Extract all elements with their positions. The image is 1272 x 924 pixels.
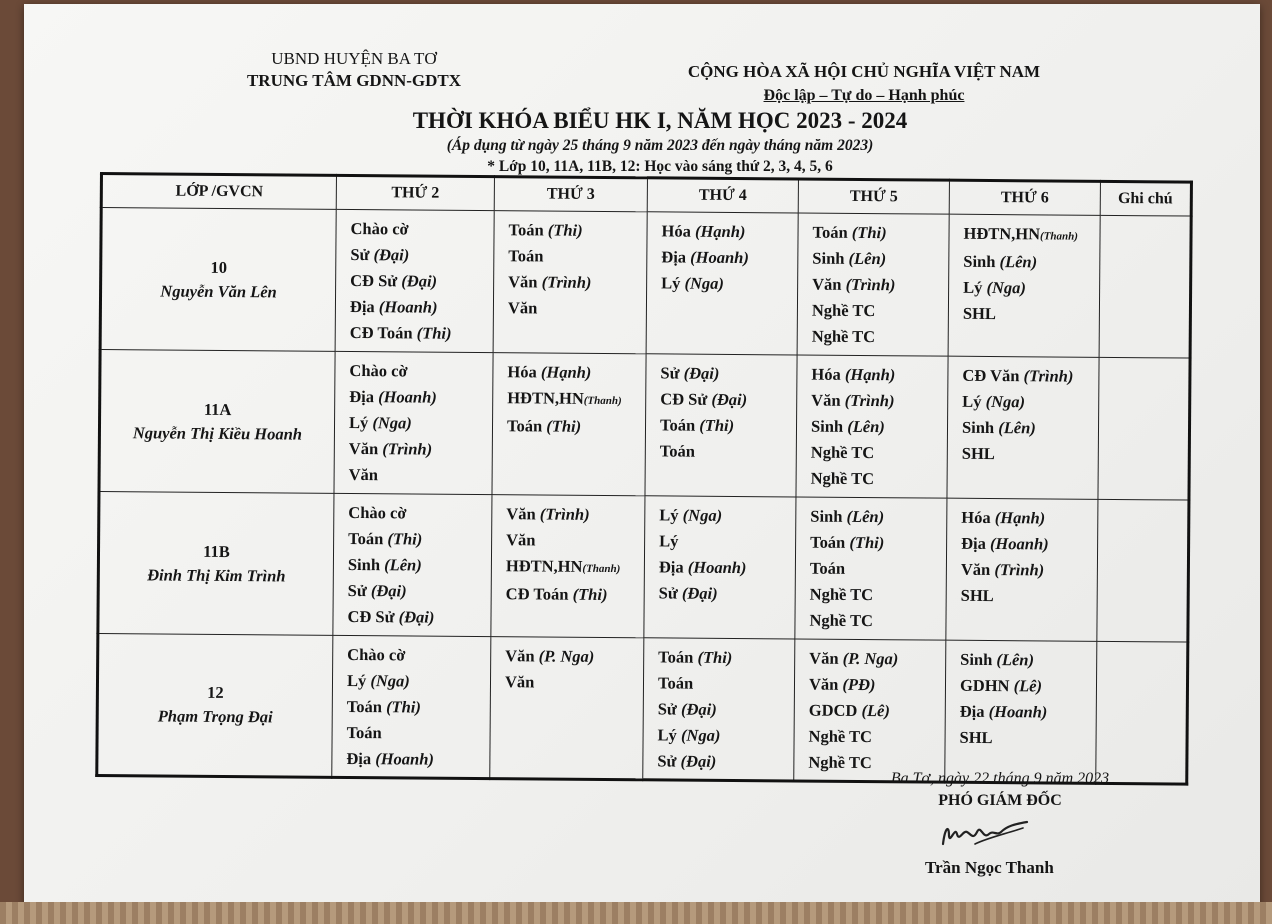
- subject: CĐ Toán: [349, 322, 417, 343]
- lesson-entry: [506, 501, 636, 528]
- signer-position: PHÓ GIÁM ĐỐC: [938, 792, 1062, 809]
- national-motto: [634, 60, 1094, 108]
- header-thursday: THỨ 5: [798, 179, 949, 214]
- subject-teacher: (Nga): [370, 671, 410, 691]
- subject-teacher: (Đại): [681, 583, 718, 603]
- lesson-entry: [658, 696, 786, 723]
- subject: Toán: [508, 220, 548, 240]
- note-cell: [1096, 641, 1188, 784]
- subject: Lý: [659, 531, 679, 551]
- subject-teacher: (Lên): [999, 252, 1038, 272]
- lesson-entry: [811, 440, 939, 467]
- subject-teacher: (Thi): [849, 532, 885, 553]
- subject: Sinh: [963, 251, 1000, 272]
- lesson-entry: [962, 389, 1090, 416]
- lesson-entry: [962, 441, 1090, 468]
- subject: Văn: [506, 530, 536, 550]
- homeroom-teacher: Nguyễn Văn Lên: [160, 280, 277, 301]
- day-cell: [797, 213, 949, 356]
- subject: Lý: [346, 670, 371, 691]
- lesson-entry: [507, 413, 637, 440]
- subject: SHL: [961, 443, 995, 464]
- subject: Sinh: [812, 248, 849, 268]
- lesson-entry: [507, 359, 637, 386]
- lesson-entry: [963, 301, 1091, 328]
- class-row: [97, 633, 1188, 784]
- day-cell: [794, 639, 946, 782]
- day-cell: [493, 211, 647, 354]
- subject: Nghề TC: [811, 300, 876, 321]
- subject: CĐ Văn: [962, 365, 1024, 386]
- day-cell: [946, 498, 1098, 641]
- subject-teacher: (Trình): [1023, 366, 1074, 386]
- subject: Địa: [661, 247, 691, 267]
- day-cell: [644, 496, 796, 639]
- lesson-entry: [506, 527, 636, 554]
- lesson-entry: [657, 748, 785, 775]
- subject-teacher: (Nga): [682, 505, 723, 525]
- subject: CĐ Sử: [350, 270, 402, 291]
- lesson-entry: [960, 673, 1088, 700]
- country-name: CỘNG HÒA XÃ HỘI CHỦ NGHĨA VIỆT NAM: [687, 62, 1041, 81]
- subject: Địa: [349, 386, 379, 407]
- subject-teacher: (Nga): [372, 413, 412, 433]
- lesson-entry: [809, 672, 937, 699]
- subject: CĐ Sử: [660, 389, 712, 409]
- lesson-entry: [810, 504, 938, 531]
- lesson-entry: [659, 554, 787, 581]
- subject-teacher: (P. Nga): [538, 646, 595, 666]
- lesson-entry: [811, 362, 939, 389]
- lesson-entry: [961, 583, 1089, 610]
- day-cell: [492, 353, 646, 496]
- document-subtitle: (Áp dụng từ ngày 25 tháng 9 năm 2023 đến ngày tháng năm 2023): [446, 137, 874, 154]
- lesson-entry: [660, 360, 788, 387]
- lesson-entry: [962, 415, 1090, 442]
- subject: Toán: [346, 696, 387, 717]
- subject: Địa: [658, 557, 688, 577]
- subject: Sử: [658, 583, 682, 603]
- lesson-entry: [349, 462, 484, 489]
- lesson-entry: [811, 414, 939, 441]
- lesson-entry: [961, 531, 1089, 558]
- lesson-entry: [348, 552, 483, 579]
- lesson-entry: [505, 669, 635, 696]
- class-cell: [98, 492, 334, 636]
- lesson-entry: [660, 386, 788, 413]
- subject: Toán: [659, 441, 696, 461]
- subject-teacher: (Thi): [699, 415, 735, 435]
- subject: Hóa: [811, 364, 845, 384]
- agency-name: TRUNG TÂM GDNN-GDTX: [246, 71, 462, 90]
- lesson-entry: [659, 580, 787, 607]
- class-row: [99, 350, 1190, 501]
- subject-teacher: (Đại): [370, 581, 407, 601]
- subject: Sử: [657, 751, 681, 771]
- lesson-entry: [809, 698, 937, 725]
- lesson-entry: [350, 268, 485, 295]
- lesson-entry: [507, 385, 637, 414]
- subject: GDHN: [959, 675, 1014, 696]
- subject: SHL: [962, 303, 997, 324]
- lesson-entry: [506, 553, 636, 582]
- subject: Lý: [661, 273, 685, 293]
- subject-teacher: (Thi): [416, 323, 452, 343]
- lesson-entry: [350, 294, 485, 321]
- subject: Sinh: [810, 506, 847, 526]
- motto: Độc lập – Tự do – Hạnh phúc: [763, 87, 965, 104]
- lesson-entry: [811, 466, 939, 493]
- note-cell: [1097, 499, 1189, 642]
- subject: Toán: [508, 246, 544, 266]
- subject: Toán: [506, 416, 547, 436]
- lesson-entry: [812, 246, 940, 273]
- lesson-entry: [959, 725, 1087, 752]
- lesson-entry: [349, 384, 484, 411]
- lesson-entry: [350, 242, 485, 269]
- lesson-entry: [508, 295, 638, 322]
- lesson-entry: [809, 608, 937, 635]
- subject-teacher: (Thanh): [583, 394, 622, 408]
- header-friday: THỨ 6: [949, 180, 1100, 215]
- subject: Chào cờ: [347, 644, 406, 665]
- subject: Toán: [348, 528, 388, 549]
- signature-block: [850, 770, 1150, 810]
- day-cell: [333, 493, 492, 636]
- lesson-entry: [347, 694, 482, 721]
- subject: Văn: [508, 272, 542, 292]
- class-name: 12: [207, 682, 224, 702]
- lesson-entry: [810, 530, 938, 557]
- lesson-entry: [812, 324, 940, 351]
- header-monday: THỨ 2: [336, 175, 494, 210]
- homeroom-teacher: Phạm Trọng Đại: [157, 706, 273, 727]
- subject: Toán: [658, 647, 698, 667]
- lesson-entry: [349, 358, 484, 385]
- subject: HĐTN,HN: [505, 556, 583, 576]
- lesson-entry: [658, 670, 786, 697]
- subject: Nghề TC: [810, 468, 875, 489]
- subject-teacher: (Trình): [994, 560, 1045, 580]
- lesson-entry: [660, 412, 788, 439]
- subject: Địa: [961, 533, 991, 554]
- lesson-entry: [347, 604, 482, 631]
- note-cell: [1099, 215, 1191, 358]
- day-cell: [332, 635, 491, 778]
- day-cell: [491, 495, 645, 638]
- subject: Toán: [346, 722, 382, 743]
- subject-teacher: (Hoanh): [988, 701, 1048, 722]
- lesson-entry: [812, 298, 940, 325]
- subject: Văn: [960, 559, 995, 580]
- subject: Chào cờ: [348, 502, 407, 523]
- subject: Văn: [348, 438, 383, 459]
- day-cell: [646, 212, 798, 355]
- lesson-entry: [961, 505, 1089, 532]
- class-cell: [99, 350, 335, 494]
- subject-teacher: (Hạnh): [844, 364, 896, 385]
- subject-teacher: (Lê): [861, 700, 890, 721]
- lesson-entry: [810, 556, 938, 583]
- subject-teacher: (Đại): [683, 363, 720, 383]
- lesson-entry: [350, 320, 485, 347]
- lesson-entry: [348, 578, 483, 605]
- lesson-entry: [812, 272, 940, 299]
- subject-teacher: (Hoanh): [375, 749, 435, 769]
- subject: Địa: [346, 748, 376, 769]
- subject-teacher: (Lê): [1013, 676, 1043, 696]
- subject: Sinh: [961, 417, 999, 438]
- lesson-entry: [809, 646, 937, 673]
- subject: Lý: [659, 505, 683, 525]
- subject-teacher: (Thi): [572, 584, 608, 604]
- subject-teacher: (Nga): [986, 277, 1026, 298]
- subject-teacher: (Đại): [680, 751, 717, 771]
- lesson-entry: [808, 724, 936, 751]
- subject: SHL: [960, 585, 994, 606]
- lesson-entry: [348, 500, 483, 527]
- homeroom-teacher: Đinh Thị Kim Trình: [147, 564, 286, 585]
- lesson-entry: [659, 528, 787, 555]
- subject-teacher: (Hoanh): [690, 247, 749, 268]
- day-cell: [335, 209, 494, 352]
- header-tuesday: THỨ 3: [494, 177, 647, 212]
- subject: Lý: [348, 412, 373, 433]
- subject-teacher: (Lên): [846, 506, 885, 527]
- lesson-entry: [347, 668, 482, 695]
- subject-teacher: (Thanh): [1040, 230, 1079, 243]
- lesson-entry: [657, 722, 785, 749]
- subject: Văn: [505, 646, 539, 666]
- subject: Địa: [959, 701, 989, 721]
- subject: Văn: [808, 674, 843, 694]
- background-rug: [0, 902, 1272, 924]
- subject-teacher: (Hạnh): [694, 221, 746, 242]
- subject: Nghề TC: [810, 442, 875, 463]
- subject: Văn: [812, 274, 846, 294]
- lesson-entry: [661, 244, 789, 271]
- subject-teacher: (Lên): [998, 418, 1036, 438]
- class-row: [100, 208, 1191, 359]
- day-cell: [795, 497, 947, 640]
- subject-teacher: (Thi): [697, 647, 733, 667]
- schedule-note: * Lớp 10, 11A, 11B, 12: Học vào sáng thứ 2, 3, 4, 5, 6: [487, 158, 833, 175]
- subject-teacher: (Đại): [680, 699, 717, 719]
- lesson-entry: [349, 436, 484, 463]
- lesson-entry: [961, 557, 1089, 584]
- header-notes: Ghi chú: [1100, 181, 1191, 216]
- subject: Sinh: [810, 416, 848, 436]
- subject-teacher: (Trình): [539, 504, 590, 524]
- lesson-entry: [659, 502, 787, 529]
- lesson-entry: [661, 270, 789, 297]
- subject: Toán: [809, 558, 846, 578]
- lesson-entry: [508, 269, 638, 296]
- lesson-entry: [346, 720, 481, 747]
- subject: Sử: [657, 699, 682, 719]
- subject: Nghề TC: [809, 610, 873, 631]
- timetable: [95, 172, 1193, 786]
- lesson-entry: [962, 363, 1090, 390]
- subject-teacher: (Trình): [845, 274, 896, 295]
- subject-teacher: (Lên): [996, 650, 1035, 670]
- signer-name: Trần Ngọc Thanh: [925, 858, 1054, 877]
- subject-teacher: (Trình): [844, 390, 895, 411]
- lesson-entry: [505, 643, 635, 670]
- subject: GDCD: [808, 700, 862, 720]
- subject: Nghề TC: [808, 726, 873, 747]
- class-cell: [97, 633, 333, 777]
- subject-teacher: (Hạnh): [540, 362, 592, 382]
- subject-teacher: (Thi): [547, 220, 583, 240]
- subject: Văn: [809, 648, 843, 668]
- lesson-entry: [508, 243, 638, 270]
- subject: Hóa: [507, 362, 541, 382]
- subject: Sinh: [960, 649, 997, 670]
- day-cell: [796, 355, 948, 498]
- subject: Sinh: [347, 554, 385, 575]
- class-row: [98, 492, 1189, 643]
- subject-teacher: (Hoanh): [687, 557, 747, 578]
- header-wednesday: THỨ 4: [647, 178, 798, 213]
- issue-date: Ba Tơ, ngày 22 tháng 9 năm 2023: [890, 770, 1110, 787]
- subject: Văn: [811, 390, 845, 410]
- subject-teacher: (Nga): [680, 725, 721, 745]
- subject-teacher: (Thanh): [582, 562, 621, 576]
- subject: CĐ Toán: [505, 584, 573, 604]
- subject: Lý: [962, 391, 986, 411]
- subject-teacher: (Đại): [398, 607, 435, 627]
- day-cell: [643, 638, 795, 781]
- subject: Nghề TC: [808, 752, 872, 773]
- subject: Sử: [660, 363, 684, 383]
- lesson-entry: [350, 216, 485, 243]
- lesson-entry: [960, 647, 1088, 674]
- subject: Sử: [350, 244, 374, 265]
- subject-teacher: (Nga): [684, 273, 725, 293]
- class-name: 11A: [203, 399, 232, 419]
- subject-teacher: (Trình): [541, 272, 592, 292]
- lesson-entry: [963, 221, 1091, 250]
- lesson-entry: [658, 644, 786, 671]
- subject: Văn: [506, 504, 540, 524]
- agency-parent: UBND HUYỆN BA TƠ: [271, 49, 437, 68]
- subject-teacher: (Hạnh): [994, 508, 1046, 528]
- subject: Văn: [507, 298, 538, 318]
- subject: Nghề TC: [809, 584, 874, 605]
- subject-teacher: (Hoanh): [378, 297, 438, 317]
- subject: Chào cờ: [350, 218, 409, 239]
- lesson-entry: [963, 249, 1091, 276]
- subject-teacher: (Hoanh): [989, 534, 1049, 554]
- lesson-entry: [346, 746, 481, 773]
- lesson-entry: [347, 642, 482, 669]
- subject-teacher: (P. Nga): [842, 648, 899, 669]
- subject-teacher: (Nga): [985, 391, 1026, 412]
- lesson-entry: [810, 582, 938, 609]
- subject-teacher: (Hoanh): [378, 387, 437, 407]
- day-cell: [490, 637, 644, 780]
- subject-teacher: (Thi): [546, 416, 582, 436]
- day-cell: [947, 356, 1099, 499]
- day-cell: [945, 640, 1097, 783]
- day-cell: [334, 351, 493, 494]
- document-title: THỜI KHÓA BIỂU HK I, NĂM HỌC 2023 - 2024: [412, 108, 908, 133]
- lesson-entry: [960, 699, 1088, 726]
- subject: Lý: [657, 725, 682, 745]
- subject: HĐTN,HN: [963, 223, 1041, 244]
- day-cell: [948, 214, 1100, 357]
- subject: Nghề TC: [811, 326, 876, 347]
- subject: CĐ Sử: [347, 606, 399, 627]
- class-name: 10: [210, 257, 228, 277]
- subject-teacher: (Đại): [401, 271, 438, 291]
- homeroom-teacher: Nguyễn Thị Kiều Hoanh: [132, 422, 303, 444]
- subject: Văn: [504, 672, 535, 692]
- subject-teacher: (Lên): [384, 555, 422, 575]
- day-cell: [645, 354, 797, 497]
- subject: Chào cờ: [349, 360, 408, 381]
- note-cell: [1098, 357, 1190, 500]
- subject: Toán: [810, 532, 850, 552]
- subject-teacher: (Đại): [373, 245, 410, 265]
- subject-teacher: (Thi): [387, 529, 423, 549]
- subject-teacher: (Lên): [848, 248, 887, 269]
- subject: Hóa: [961, 507, 995, 528]
- lesson-entry: [349, 410, 484, 437]
- subject-teacher: (Thi): [386, 697, 422, 717]
- lesson-entry: [812, 220, 940, 247]
- subject: Sử: [347, 580, 371, 601]
- header-class-teacher: LỚP /GVCN: [101, 174, 336, 210]
- agency-header: [204, 48, 504, 92]
- subject: Toán: [812, 222, 852, 242]
- lesson-entry: [661, 218, 789, 245]
- lesson-entry: [811, 388, 939, 415]
- lesson-entry: [506, 581, 636, 608]
- subject: SHL: [959, 727, 993, 748]
- lesson-entry: [348, 526, 483, 553]
- subject: Hóa: [661, 221, 696, 241]
- lesson-entry: [508, 217, 638, 244]
- subject-teacher: (Trình): [382, 439, 433, 459]
- handwritten-signature: [935, 814, 1035, 854]
- lesson-entry: [963, 275, 1091, 302]
- subject: Địa: [349, 296, 379, 317]
- lesson-entry: [660, 438, 788, 465]
- subject: Toán: [659, 415, 700, 435]
- subject: Lý: [963, 277, 987, 297]
- subject-teacher: (PĐ): [842, 674, 876, 695]
- subject-teacher: (Thi): [851, 222, 887, 243]
- subject-teacher: (Lên): [847, 416, 885, 437]
- subject: HĐTN,HN: [507, 388, 584, 408]
- subject: Văn: [348, 464, 379, 485]
- class-cell: [100, 208, 336, 352]
- class-name: 11B: [203, 541, 230, 561]
- subject-teacher: (Đại): [711, 389, 748, 410]
- subject: Toán: [657, 673, 694, 693]
